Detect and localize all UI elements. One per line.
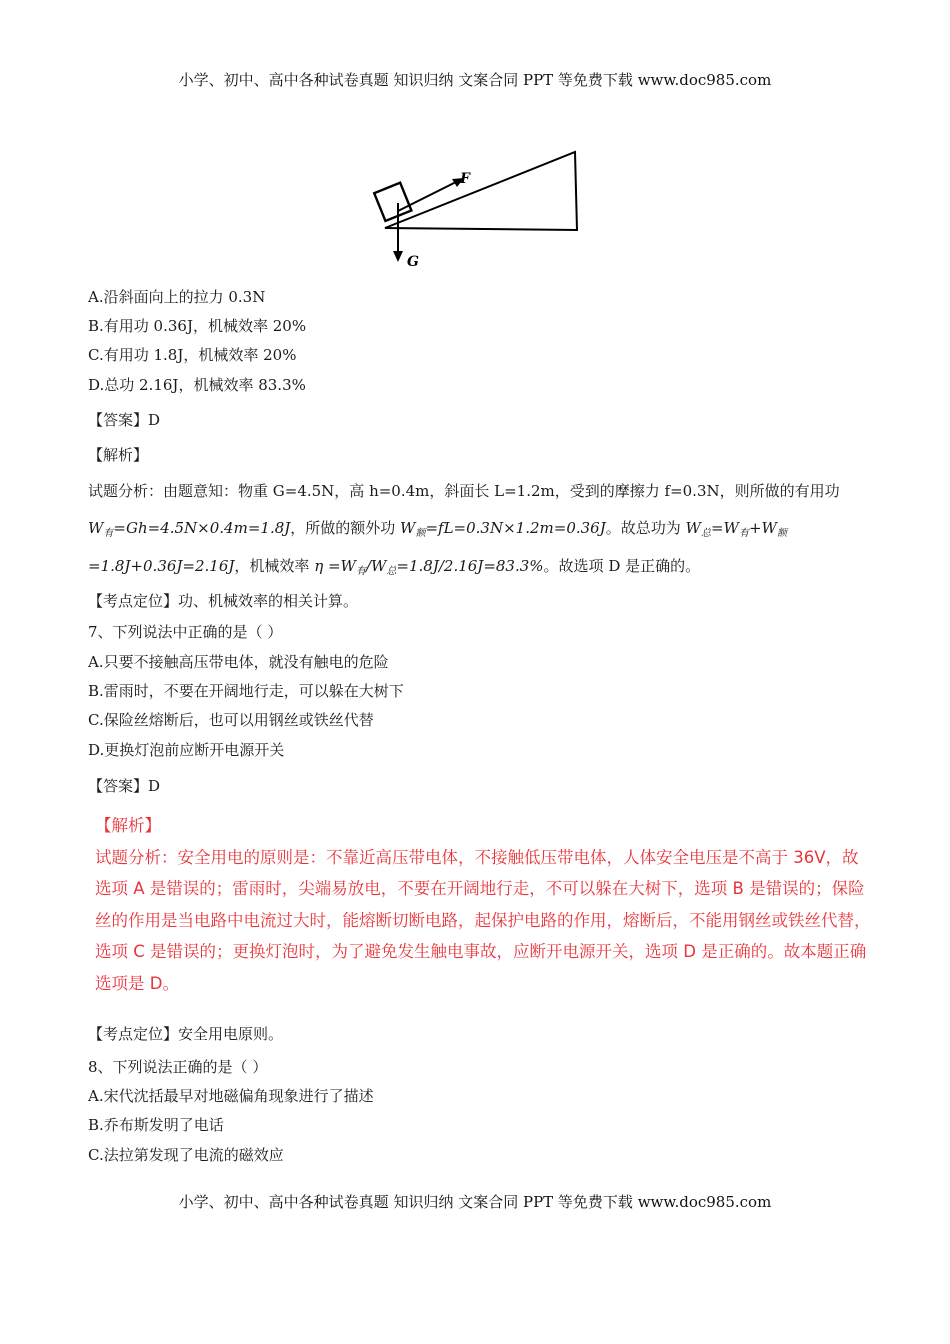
- q7-option-a: A.只要不接触高压带电体，就没有触电的危险: [88, 653, 389, 671]
- q8-option-a: A.宋代沈括最早对地磁偏角现象进行了描述: [88, 1087, 374, 1105]
- q6-analysis-line-2: $W_有=Gh=4.5N\times 0.4m=1.8J$，所做的额外功 $W_额=fL=0.3N\times 1.2m=0.36J$。故总功为 $W_总=W_有+W_额$: [88, 519, 787, 539]
- q8-option-c: C.法拉第发现了电流的磁效应: [88, 1146, 284, 1164]
- q6-option-b: B.有用功 0.36J，机械效率 20%: [88, 317, 307, 335]
- q7-option-b: B.雷雨时，不要在开阔地行走，可以躲在大树下: [88, 682, 404, 700]
- page-header: 小学、初中、高中各种试卷真题 知识归纳 文案合同 PPT 等免费下载 www.doc985.com: [178, 71, 772, 89]
- q6-analysis-label: 【解析】: [88, 446, 149, 464]
- q7-analysis-line: 选项是 D。: [95, 973, 179, 993]
- q6-point: 【考点定位】功、机械效率的相关计算。: [88, 592, 359, 610]
- incline-diagram: [360, 145, 590, 275]
- q7-analysis-line: 丝的作用是当电路中电流过大时，能熔断切断电路，起保护电路的作用，熔断后，不能用钢丝或铁丝代替，: [95, 910, 871, 930]
- q7-option-c: C.保险丝熔断后，也可以用钢丝或铁丝代替: [88, 711, 374, 729]
- q6-option-d: D.总功 2.16J，机械效率 83.3%: [88, 376, 306, 394]
- q8-option-b: B.乔布斯发明了电话: [88, 1116, 224, 1134]
- page-footer: 小学、初中、高中各种试卷真题 知识归纳 文案合同 PPT 等免费下载 www.doc985.com: [178, 1193, 772, 1211]
- force-g-label: G: [407, 254, 419, 270]
- block-on-incline: [374, 183, 411, 221]
- q8-question: 8、下列说法正确的是（ ）: [88, 1058, 268, 1076]
- force-g-arrowhead: [393, 251, 403, 262]
- q7-analysis-label: 【解析】: [95, 816, 161, 835]
- q6-analysis-line-3: =1.8J+0.36J=2.16J，机械效率 $\eta =W_有/W_总=1.8J/2.16J=83.3\%$。故选项 D 是正确的。: [88, 557, 701, 577]
- force-f-label: F: [460, 171, 470, 187]
- q7-analysis-line: 选项 A 是错误的；雷雨时，尖端易放电，不要在开阔地行走，不可以躲在大树下，选项 B 是错误的；保险: [95, 879, 865, 898]
- q7-analysis-block: [95, 810, 885, 999]
- q6-option-a: A.沿斜面向上的拉力 0.3N: [88, 288, 266, 306]
- q7-analysis-line: 试题分析：安全用电的原则是：不靠近高压带电体，不接触低压带电体，人体安全电压是不高于 36V，故: [95, 847, 859, 867]
- q7-option-d: D.更换灯泡前应断开电源开关: [88, 741, 285, 759]
- q7-point: 【考点定位】安全用电原则。: [88, 1025, 284, 1043]
- q7-answer: 【答案】D: [88, 777, 161, 795]
- incline-triangle: [385, 152, 577, 230]
- force-f-arrow: [398, 181, 458, 211]
- q7-analysis-line: 选项 C 是错误的；更换灯泡时，为了避免发生触电事故，应断开电源开关，选项 D 是正确的。故本题正确: [95, 942, 867, 961]
- q6-analysis-line-1: 试题分析：由题意知：物重 G=4.5N，高 h=0.4m，斜面长 L=1.2m，受到的摩擦力 f=0.3N，则所做的有用功: [88, 482, 840, 500]
- q6-answer: 【答案】D: [88, 411, 161, 429]
- q6-option-c: C.有用功 1.8J，机械效率 20%: [88, 346, 297, 364]
- q7-question: 7、下列说法中正确的是（ ）: [88, 623, 283, 641]
